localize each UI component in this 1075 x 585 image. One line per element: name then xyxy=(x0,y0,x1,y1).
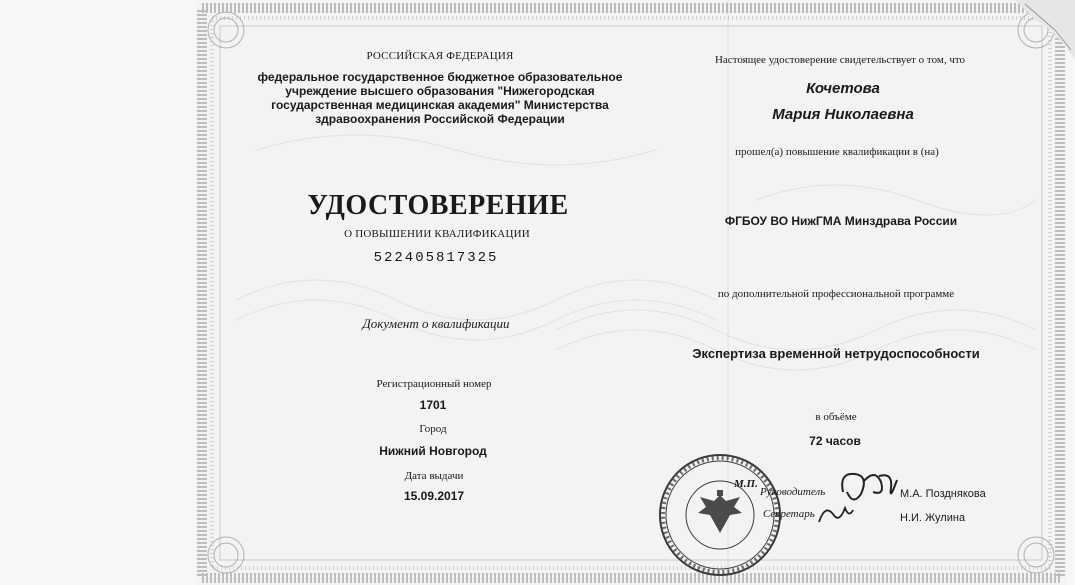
head-name: М.А. Позднякова xyxy=(900,488,986,500)
document-title: УДОСТОВЕРЕНИЕ xyxy=(307,190,569,221)
registration-number: 1701 xyxy=(419,398,447,412)
secretary-signature xyxy=(815,500,855,530)
country-label: РОССИЙСКАЯ ФЕДЕРАЦИЯ xyxy=(366,50,514,62)
document-subtitle: О ПОВЫШЕНИИ КВАЛИФИКАЦИИ xyxy=(344,228,530,240)
institution-name: ФГБОУ ВО НижГМА Минздрава России xyxy=(724,214,958,228)
holder-surname: Кочетова xyxy=(806,80,880,97)
torn-corner xyxy=(1015,0,1075,60)
document-type-label: Документ о квалификации xyxy=(362,316,510,331)
holder-given-names: Мария Николаевна xyxy=(772,106,914,123)
registration-number-label: Регистрационный номер xyxy=(376,378,492,390)
city-label: Город xyxy=(419,423,447,435)
organization-name: федеральное государственное бюджетное образовательное учреждение высшего образования "Нижегородская государственная медицинская академия" Министерства здравоохранения Российской Федерации xyxy=(257,70,623,126)
certifies-text: Настоящее удостоверение свидетельствует о том, что xyxy=(714,54,966,66)
head-label: Руководитель xyxy=(760,486,826,498)
program-label: по дополнительной профессиональной программе xyxy=(717,288,955,300)
secretary-label: Секретарь xyxy=(763,508,815,520)
volume-label: в объёме xyxy=(815,411,857,423)
volume-value: 72 часов xyxy=(809,434,861,448)
city-value: Нижний Новгород xyxy=(379,444,487,458)
secretary-name: Н.И. Жулина xyxy=(900,512,966,524)
stamp-mark: М.П. xyxy=(734,478,758,490)
program-name: Экспертиза временной нетрудоспособности xyxy=(692,346,980,361)
serial-number: 522405817325 xyxy=(373,250,499,266)
issue-date: 15.09.2017 xyxy=(403,489,465,503)
completed-text: прошел(а) повышение квалификации в (на) xyxy=(735,146,939,158)
issue-date-label: Дата выдачи xyxy=(404,470,464,482)
